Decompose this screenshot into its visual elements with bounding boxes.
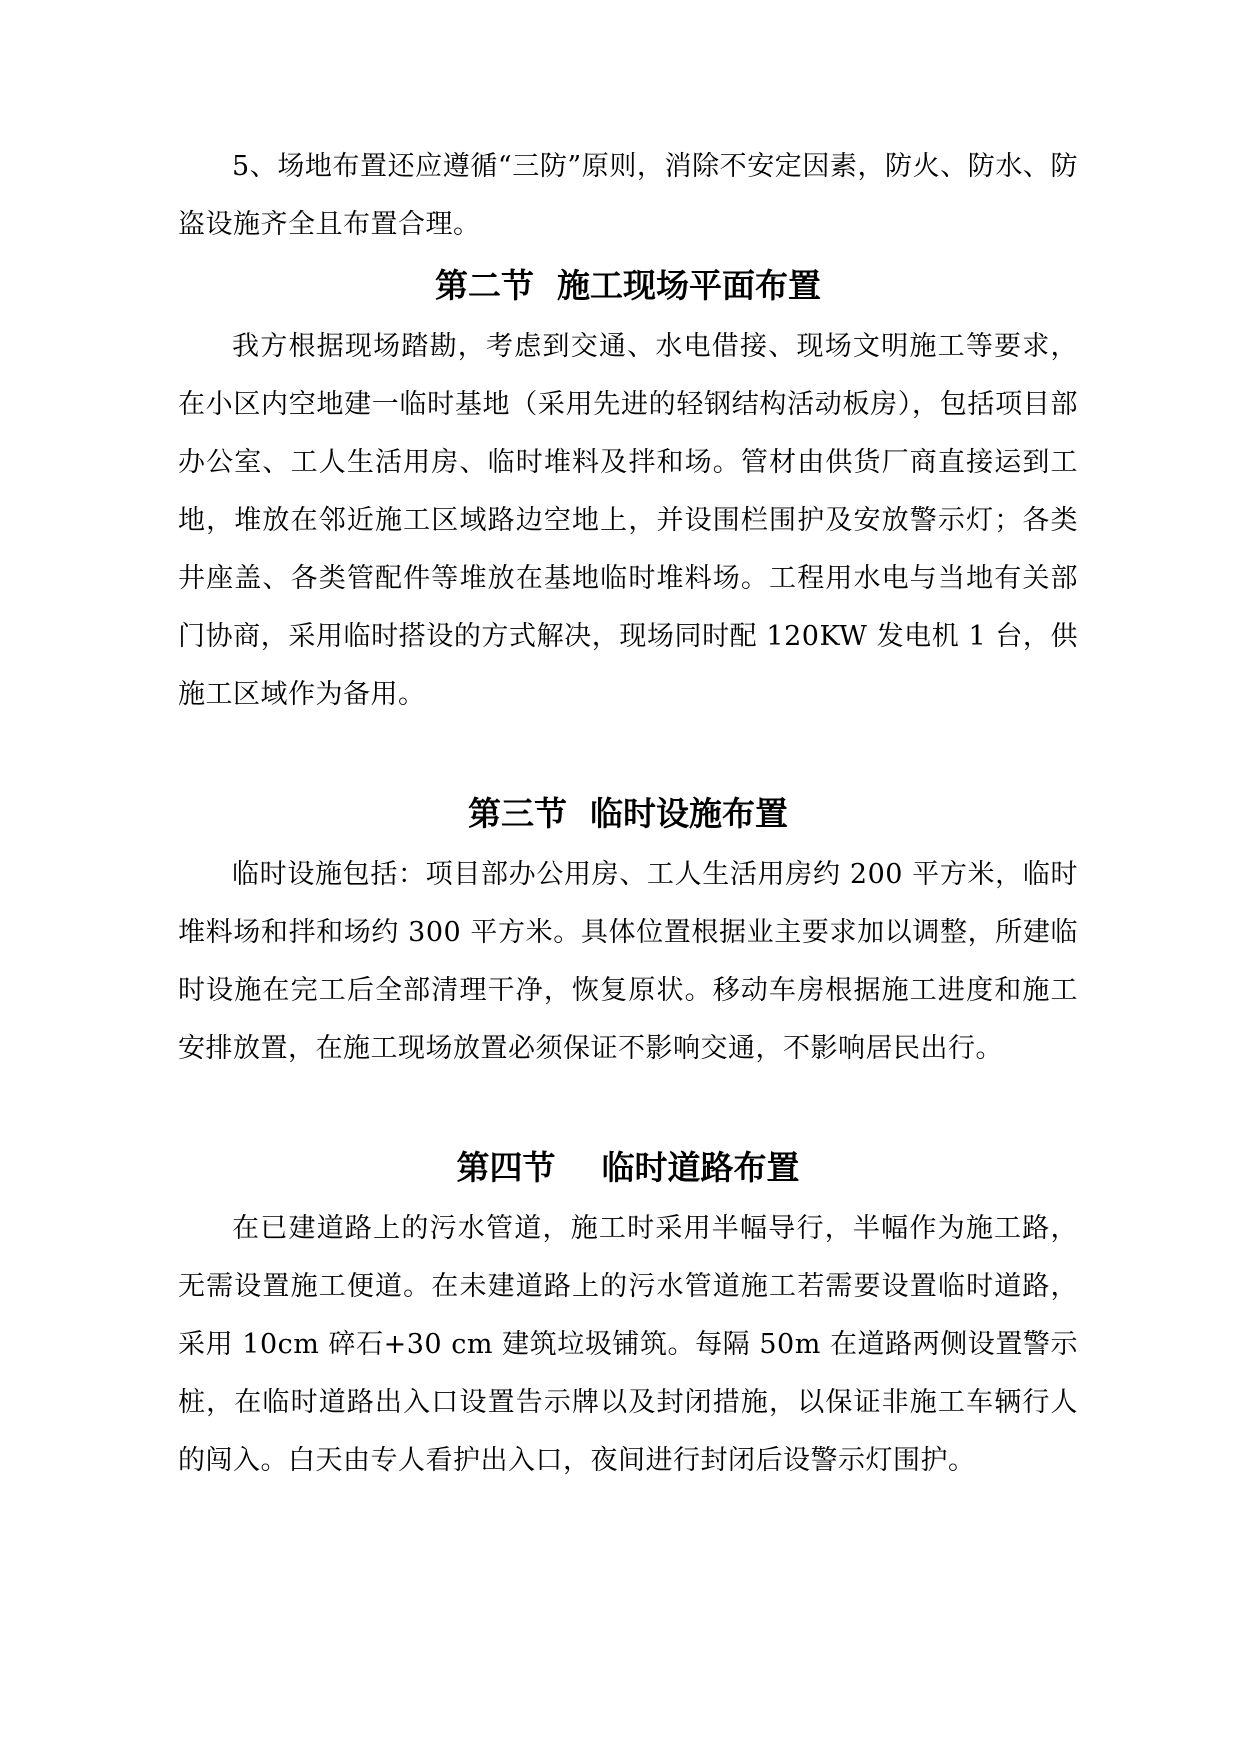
spacer	[178, 1078, 1078, 1136]
paragraph-site-plan-layout: 我方根据现场踏勘，考虑到交通、水电借接、现场文明施工等要求，在小区内空地建一临时基地（采用先进的轻钢结构活动板房），包括项目部办公室、工人生活用房、临时堆料及拌和场。管材由供货厂商直接运到工地，堆放在邻近施工区域路边空地上，并设围栏围护及安放警示灯；各类井座盖、各类管配件等堆放在基地临时堆料场。工程用水电与当地有关部门协商，采用临时搭设的方式解决，现场同时配 120KW 发电机 1 台，供施工区域作为备用。	[178, 331, 1078, 710]
document-page	[178, 138, 1078, 1490]
paragraph-site-layout-principle: 5、场地布置还应遵循“三防”原则，消除不安定因素，防火、防水、防盗设施齐全且布置合理。	[178, 151, 1078, 240]
heading-section-3: 第三节 临时设施布置	[468, 794, 788, 833]
paragraph-temporary-roads: 在已建道路上的污水管道，施工时采用半幅导行，半幅作为施工路，无需设置施工便道。在未建道路上的污水管道施工若需要设置临时道路，采用 10cm 碎石+30 cm 建筑垃圾铺筑。每隔 50m 在道路两侧设置警示桩，在临时道路出入口设置告示牌以及封闭措施，以保证非施工车辆行人的闯入。白天由专人看护出入口，夜间进行封闭后设警示灯围护。	[178, 1213, 1078, 1476]
paragraph-temporary-facilities: 临时设施包括：项目部办公用房、工人生活用房约 200 平方米，临时堆料场和拌和场约 300 平方米。具体位置根据业主要求加以调整，所建临时设施在完工后全部清理干净，恢复原状。移动车房根据施工进度和施工安排放置，在施工现场放置必须保证不影响交通，不影响居民出行。	[178, 859, 1078, 1064]
heading-section-4: 第四节 临时道路布置	[456, 1148, 800, 1187]
heading-section-2: 第二节 施工现场平面布置	[435, 266, 821, 305]
spacer	[178, 724, 1078, 782]
